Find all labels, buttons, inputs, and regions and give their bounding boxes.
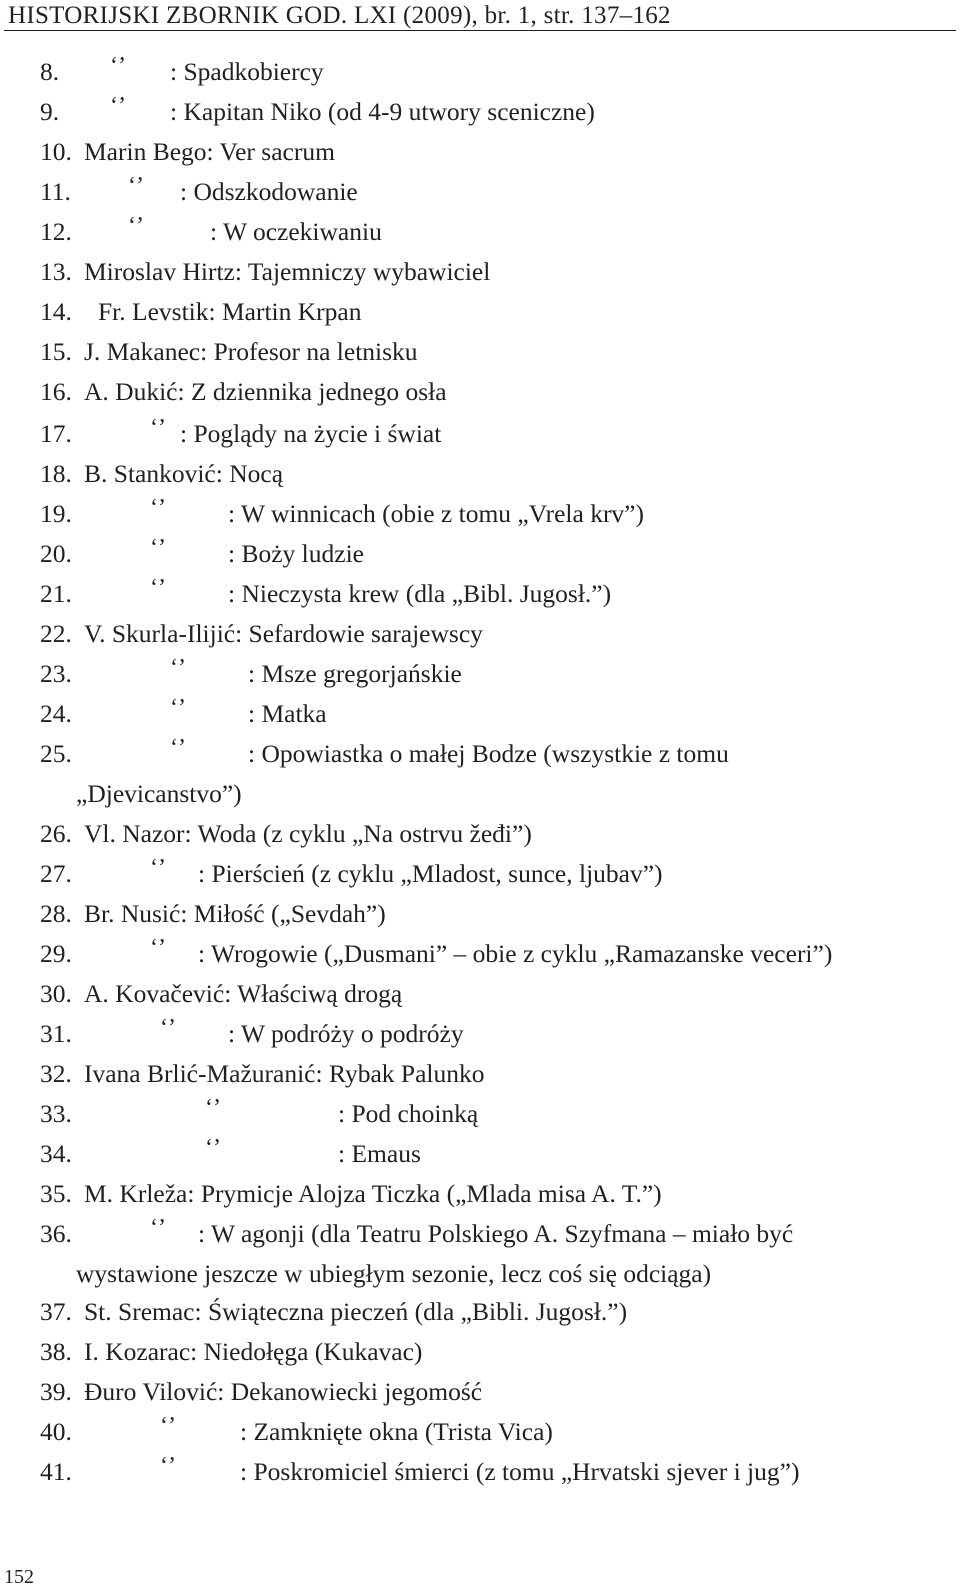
list-item [0,935,960,970]
item-number: 33. [40,1099,72,1128]
ditto-mark: ‘’ [110,53,126,79]
item-text: : Opowiastka o małej Bodze (wszystkie z tomu [248,739,729,768]
item-text: V. Skurla-Ilijić: Sefardowie sarajewscy [84,619,483,648]
item-number: 17. [40,419,72,448]
item-number: 31. [40,1019,72,1048]
ditto-mark: ‘’ [170,655,186,681]
list-item [0,735,960,770]
item-number: 12. [40,217,72,246]
item-text: : Odszkodowanie [180,177,358,206]
ditto-mark: ‘’ [170,695,186,721]
item-text: : W oczekiwaniu [210,217,382,246]
list-item [0,1453,960,1488]
item-text: : W winnicach (obie z tomu „Vrela krv”) [228,499,644,528]
item-text: : Spadkobiercy [170,57,324,86]
item-number: 23. [40,659,72,688]
ditto-mark: ‘’ [150,415,166,441]
item-number: 22. [40,619,72,648]
item-text: A. Dukić: Z dziennika jednego osła [84,377,447,406]
item-number: 26. [40,819,72,848]
item-number: 38. [40,1337,72,1366]
item-number: 29. [40,939,72,968]
item-text: : Pod choinką [338,1099,479,1128]
item-text: : Wrogowie („Dusmani” – obie z cyklu „Ramazanske veceri”) [198,939,833,968]
item-text: I. Kozarac: Niedołęga (Kukavac) [84,1337,423,1366]
item-number: 25. [40,739,72,768]
item-number: 10. [40,137,72,166]
ditto-mark: ‘’ [150,535,166,561]
item-text: : W agonji (dla Teatru Polskiego A. Szyfmana – miało być [198,1219,794,1248]
ditto-mark: ‘’ [205,1135,221,1161]
list-item [0,495,960,530]
item-text-continuation: „Djevicanstvo”) [76,779,242,808]
item-number: 40. [40,1417,72,1446]
list-item [0,1135,960,1170]
item-text: St. Sremac: Świąteczna pieczeń (dla „Bibli. Jugosł.”) [84,1297,628,1326]
item-number: 36. [40,1219,72,1248]
item-text: : Poglądy na życie i świat [180,419,442,448]
list-item [0,575,960,610]
item-number: 34. [40,1139,72,1168]
item-text-continuation: wystawione jeszcze w ubiegłym sezonie, lecz coś się odciąga) [76,1259,712,1288]
item-text: : Zamknięte okna (Trista Vica) [240,1417,553,1446]
item-text: Br. Nusić: Miłość („Sevdah”) [84,899,386,928]
list-item [0,336,960,368]
item-number: 37. [40,1297,72,1326]
item-text: Đuro Vilović: Dekanowiecki jegomość [84,1377,483,1406]
list-item [0,93,960,128]
ditto-mark: ‘’ [160,1453,176,1479]
ditto-mark: ‘’ [160,1015,176,1041]
ditto-mark: ‘’ [150,855,166,881]
list-item [0,618,960,650]
ditto-mark: ‘’ [205,1095,221,1121]
list-item [0,898,960,930]
list-item [0,136,960,168]
item-text: : Msze gregorjańskie [248,659,462,688]
list-item [0,1178,960,1210]
ditto-mark: ‘’ [128,213,144,239]
item-number: 35. [40,1179,72,1208]
item-text: A. Kovačević: Właściwą drogą [84,979,403,1008]
ditto-mark: ‘’ [170,735,186,761]
list-item [0,415,960,450]
ditto-mark: ‘’ [150,575,166,601]
item-number: 21. [40,579,72,608]
list-item [0,1376,960,1408]
item-text: Vl. Nazor: Woda (z cyklu „Na ostrvu žeđi”) [84,819,532,848]
item-text: M. Krleža: Prymicje Alojza Ticzka („Mlada misa A. T.”) [84,1179,662,1208]
list-item [0,1336,960,1368]
item-number: 13. [40,257,72,286]
ditto-mark: ‘’ [110,93,126,119]
item-text: : Kapitan Niko (od 4-9 utwory sceniczne) [170,97,595,126]
ditto-mark: ‘’ [160,1413,176,1439]
item-number: 28. [40,899,72,928]
ditto-mark: ‘’ [150,935,166,961]
list-item [0,1215,960,1250]
list-item [0,1296,960,1328]
item-text: Marin Bego: Ver sacrum [84,137,335,166]
item-number: 19. [40,499,72,528]
list-item [0,1058,960,1090]
item-text: : Emaus [338,1139,421,1168]
ditto-mark: ‘’ [128,173,144,199]
list-item [0,695,960,730]
list-item [0,458,960,490]
item-number: 30. [40,979,72,1008]
list-item [0,535,960,570]
list-item [0,173,960,208]
list-item [0,818,960,850]
item-number: 24. [40,699,72,728]
item-text: : Matka [248,699,327,728]
list-item [0,296,960,328]
list-item [0,1095,960,1130]
item-number: 39. [40,1377,72,1406]
list-item [0,978,960,1010]
ditto-mark: ‘’ [150,1215,166,1241]
list-item [0,655,960,690]
item-number: 27. [40,859,72,888]
page-number: 152 [4,1566,34,1588]
item-number: 8. [40,57,60,86]
item-number: 20. [40,539,72,568]
item-text: : Boży ludzie [228,539,364,568]
list-item [0,855,960,890]
item-text: Ivana Brlić-Mažuranić: Rybak Palunko [84,1059,485,1088]
item-text: Miroslav Hirtz: Tajemniczy wybawiciel [84,257,491,286]
item-number: 18. [40,459,72,488]
item-number: 11. [40,177,71,206]
item-number: 32. [40,1059,72,1088]
journal-citation: HISTORIJSKI ZBORNIK GOD. LXI (2009), br. 1, str. 137–162 [8,2,671,29]
item-text: : Nieczysta krew (dla „Bibl. Jugosł.”) [228,579,612,608]
list-item [0,1413,960,1448]
item-number: 41. [40,1457,72,1486]
list-item [0,256,960,288]
item-text: : Poskromiciel śmierci (z tomu „Hrvatski sjever i jug”) [240,1457,800,1486]
item-number: 14. [40,297,72,326]
ditto-mark: ‘’ [150,495,166,521]
list-item [0,213,960,248]
item-number: 15. [40,337,72,366]
item-text: B. Stanković: Nocą [84,459,284,488]
item-number: 16. [40,377,72,406]
item-text: J. Makanec: Profesor na letnisku [84,337,418,366]
list-item [0,376,960,408]
item-number: 9. [40,97,60,126]
list-item [0,1015,960,1050]
item-text: : Pierścień (z cyklu „Mladost, sunce, ljubav”) [198,859,663,888]
item-text: Fr. Levstik: Martin Krpan [98,297,362,326]
list-item [0,53,960,88]
item-text: : W podróży o podróży [228,1019,464,1048]
